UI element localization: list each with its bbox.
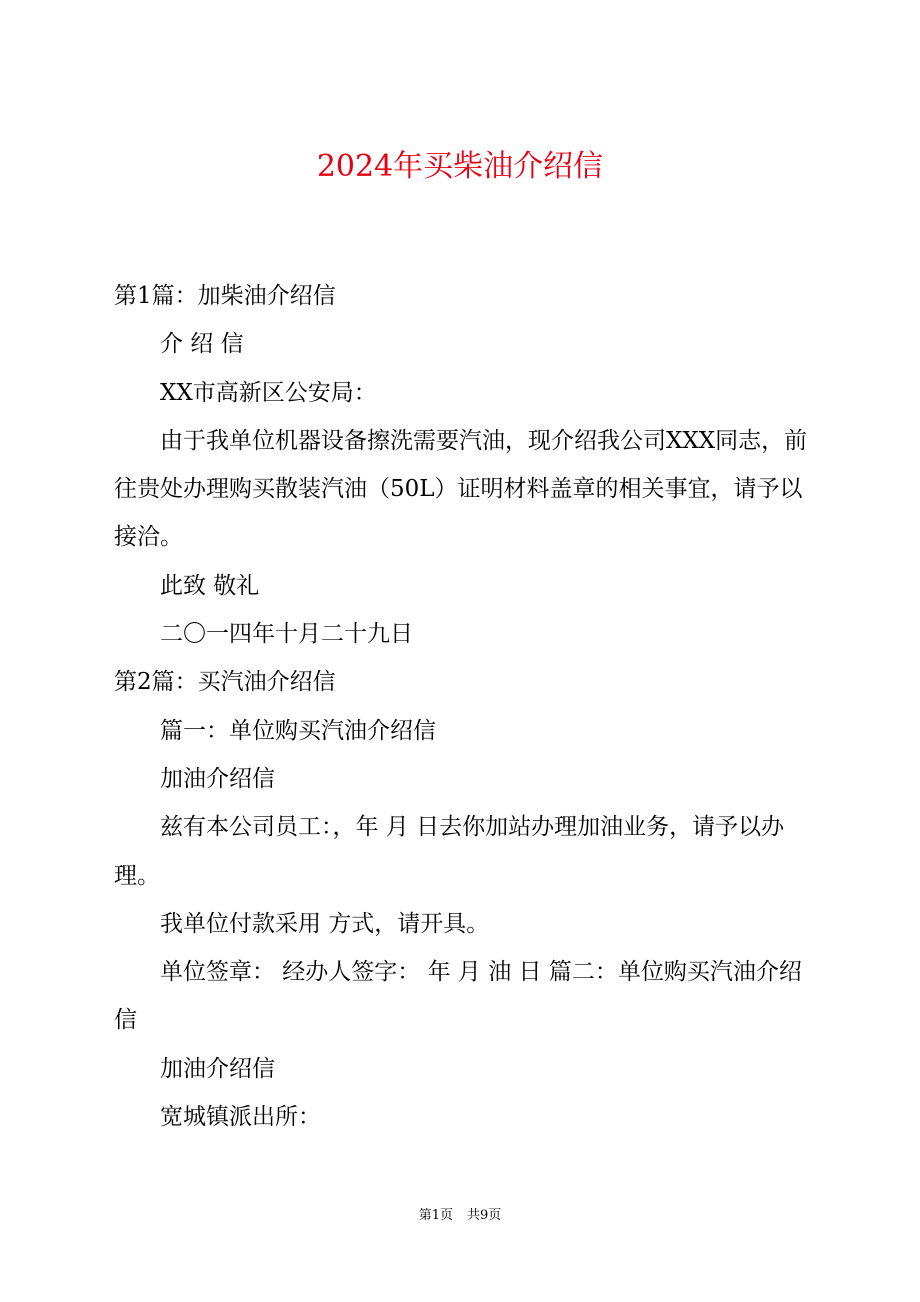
- letter-body: 兹有本公司员工：，年 月 日去你加站办理加油业务，请予以办理。: [114, 814, 785, 889]
- letter-signature-line: 单位签章： 经办人签字： 年 月 油 日 篇二：单位购买汽油介绍信: [114, 959, 802, 1034]
- letter-closing: 此致 敬礼: [160, 572, 260, 599]
- page-number: 第1页: [418, 1208, 453, 1223]
- section-heading-2: 第2篇：买汽油介绍信: [114, 669, 336, 696]
- document-title: 2024年买柴油介绍信: [316, 149, 604, 184]
- subsection-heading: 篇一：单位购买汽油介绍信: [160, 717, 436, 744]
- section-heading-1: 第1篇：加柴油介绍信: [114, 283, 336, 309]
- page-footer: [0, 1206, 920, 1226]
- letter-heading: 加油介绍信: [160, 765, 275, 792]
- letter-body: 由于我单位机器设备擦洗需要汽油，现介绍我公司XXX同志，前往贵处办理购买散装汽油（50L）证明材料盖章的相关事宜，请予以接洽。: [114, 427, 808, 551]
- letter-date: 二〇一四年十月二十九日: [160, 621, 413, 648]
- letter-recipient: XX市高新区公安局：: [160, 379, 377, 406]
- letter-heading: 介 绍 信: [160, 331, 244, 358]
- letter-heading: 加油介绍信: [160, 1055, 275, 1082]
- page-total: 共9页: [467, 1208, 502, 1223]
- document-body: [114, 272, 810, 1141]
- letter-body: 我单位付款采用 方式，请开具。: [160, 910, 490, 937]
- letter-recipient: 宽城镇派出所：: [160, 1104, 321, 1131]
